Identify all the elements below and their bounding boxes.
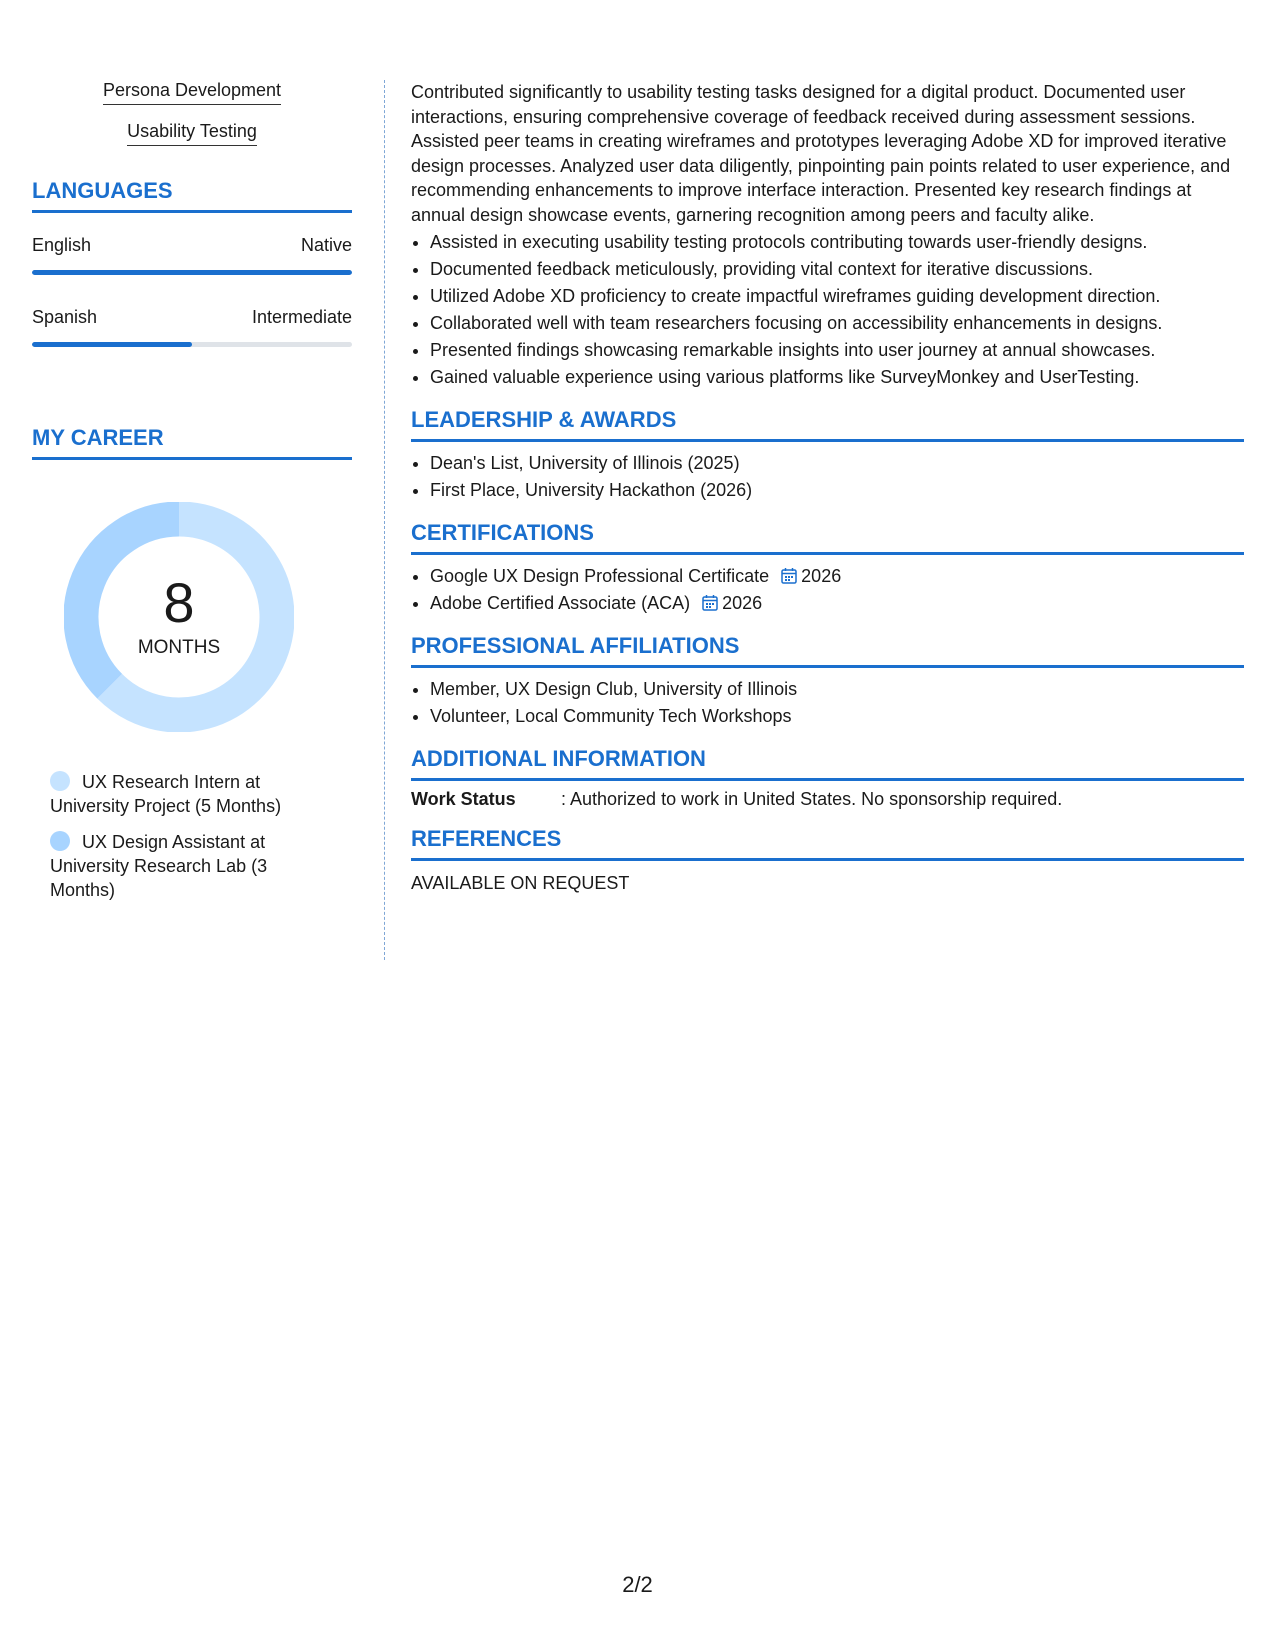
affiliations-heading: PROFESSIONAL AFFILIATIONS: [411, 633, 1244, 668]
donut-center: [64, 502, 294, 732]
affiliations-list: [411, 676, 1244, 730]
list-item: • Volunteer, Local Community Tech Workshops: [430, 703, 1244, 730]
certifications-heading: CERTIFICATIONS: [411, 520, 1244, 555]
legend-item: [50, 770, 320, 818]
right-column: [411, 80, 1244, 894]
list-item: • Documented feedback meticulously, providing vital context for iterative discussions.: [430, 256, 1244, 283]
language-item: [32, 307, 352, 347]
language-level: Intermediate: [251, 307, 352, 327]
certification-year: 2026: [801, 566, 842, 586]
list-item: • Collaborated well with team researchers focusing on accessibility enhancements in designs.: [430, 310, 1244, 337]
career-heading: MY CAREER: [32, 425, 352, 460]
list-item: • Dean's List, University of Illinois (2025): [430, 450, 1244, 477]
language-proficiency-fill: [32, 270, 352, 275]
list-item: • Utilized Adobe XD proficiency to create impactful wireframes guiding development direction.: [430, 283, 1244, 310]
language-name: English: [32, 235, 92, 255]
column-divider: [384, 80, 385, 960]
work-status-label: Work Status: [411, 789, 516, 809]
skill-item: [32, 121, 352, 146]
calendar-icon: [702, 594, 718, 611]
skill-label: Usability Testing: [127, 121, 257, 146]
left-column: [32, 80, 352, 914]
language-item: [32, 235, 352, 275]
career-total-months: 8: [163, 571, 195, 634]
experience-bullets: [411, 229, 1244, 391]
page-number: 2/2: [622, 1572, 653, 1597]
career-legend: [50, 770, 320, 902]
legend-dot: [50, 831, 70, 851]
list-item: [430, 563, 1244, 590]
certification-name: Adobe Certified Associate (ACA): [430, 593, 691, 613]
awards-heading: LEADERSHIP & AWARDS: [411, 407, 1244, 442]
language-proficiency-bar: [32, 270, 352, 275]
career-total-unit: MONTHS: [137, 637, 221, 658]
certification-year: 2026: [722, 593, 763, 613]
certifications-list: [411, 563, 1244, 617]
language-proficiency-bar: [32, 342, 352, 347]
calendar-icon: [781, 567, 797, 584]
legend-label: UX Design Assistant at University Research Lab (3 Months): [50, 832, 268, 900]
language-proficiency-fill: [32, 342, 192, 347]
language-name: Spanish: [32, 307, 98, 327]
work-status-row: [411, 789, 1244, 810]
awards-list: [411, 450, 1244, 504]
legend-dot: [50, 771, 70, 791]
experience-summary: Contributed significantly to usability testing tasks designed for a digital product. Documented user interactions, ensuring comprehensive coverage of feedback received during assessment sessions. Assisted peer teams in creating wireframes and prototypes leveraging Adobe XD for improved iterative design processes. Analyzed user data diligently, pinpointing pain points related to user experience, and recommending enhancements to improve interface interaction. Presented key research findings at annual design showcase events, garnering recognition among peers and faculty alike.: [411, 82, 1231, 225]
references-text: AVAILABLE ON REQUEST: [411, 873, 630, 893]
list-item: • Gained valuable experience using various platforms like SurveyMonkey and UserTesting.: [430, 364, 1244, 391]
languages-heading: LANGUAGES: [32, 178, 352, 213]
list-item: • First Place, University Hackathon (2026): [430, 477, 1244, 504]
references-heading: REFERENCES: [411, 826, 1244, 861]
list-item: • Assisted in executing usability testing protocols contributing towards user-friendly designs.: [430, 229, 1244, 256]
list-item: • Presented findings showcasing remarkable insights into user journey at annual showcases.: [430, 337, 1244, 364]
work-status-value: : Authorized to work in United States. No sponsorship required.: [561, 789, 1063, 809]
legend-label: UX Research Intern at University Project (5 Months): [50, 772, 282, 816]
list-item: [430, 590, 1244, 617]
skill-label: Persona Development: [103, 80, 281, 105]
certification-name: Google UX Design Professional Certificate: [430, 566, 770, 586]
language-level: Native: [300, 235, 352, 255]
additional-info-heading: ADDITIONAL INFORMATION: [411, 746, 1244, 781]
list-item: • Member, UX Design Club, University of Illinois: [430, 676, 1244, 703]
skill-item: [32, 80, 352, 105]
career-donut-chart: [64, 502, 294, 732]
legend-item: [50, 830, 320, 902]
